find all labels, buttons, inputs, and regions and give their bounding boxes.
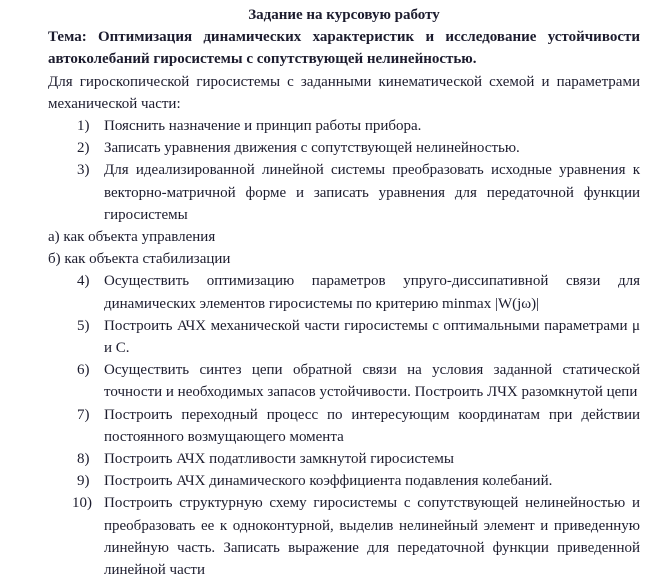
task-text: Построить переходный процесс по интересующим координатам при действии постоянного возмущающего момента xyxy=(104,406,640,445)
task-text: Осуществить оптимизацию параметров упруго-диссипативной связи для динамических элементов гиросистемы по критерию minmax |W(jω)| xyxy=(104,273,640,312)
task-item-1 xyxy=(77,115,640,137)
task-text: Построить АЧХ динамического коэффициента подавления колебаний. xyxy=(104,473,553,490)
task-number: 1) xyxy=(77,118,90,135)
task-text: Записать уравнения движения с сопутствующей нелинейностью. xyxy=(104,140,520,157)
task-number: 3) xyxy=(77,162,90,179)
task-item-5 xyxy=(77,315,640,359)
task-number: 8) xyxy=(77,451,90,468)
document-title: Задание на курсовую работу xyxy=(248,7,440,23)
task-item-4 xyxy=(77,270,640,314)
task-number: 5) xyxy=(77,317,90,334)
task-item-8 xyxy=(77,448,640,470)
task-text: Построить АЧХ податливости замкнутой гиросистемы xyxy=(104,451,454,468)
theme-paragraph: Тема: Оптимизация динамических характеристик и исследование устойчивости автоколебаний гиросистемы с сопутствующей нелинейностью. xyxy=(48,29,640,68)
task-number: 7) xyxy=(77,406,90,423)
intro-paragraph: Для гироскопической гиросистемы с заданными кинематической схемой и параметрами механической части: xyxy=(48,73,640,112)
task-number: 9) xyxy=(77,473,90,490)
task-text: Пояснить назначение и принцип работы прибора. xyxy=(104,118,422,135)
task-item-9 xyxy=(77,470,640,492)
task-text: Построить АЧХ механической части гиросистемы с оптимальными параметрами μ и С. xyxy=(104,317,640,357)
task-item-3 xyxy=(77,159,640,226)
variant-a: а) как объекта управления xyxy=(48,229,216,246)
task-text: Осуществить синтез цепи обратной связи на условия заданной статической точности и необходимых запасов устойчивости. Построить ЛЧХ разомкнутой цепи xyxy=(104,362,640,401)
task-item-6 xyxy=(77,359,640,403)
task-number: 4) xyxy=(77,273,90,290)
task-text: Построить структурную схему гиросистемы с сопутствующей нелинейностью и преобразовать ее к одноконтурной, выделив нелинейный элемент и приведенную линейную часть. Записать выражение для передаточной функции приведенной линейной части xyxy=(104,495,640,579)
task-number: 6) xyxy=(77,362,90,379)
task-number: 10) xyxy=(72,495,92,512)
task-text: Для идеализированной линейной системы преобразовать исходные уравнения к векторно-матричной форме и записать уравнения для передаточной функции гиросистемы xyxy=(104,162,640,223)
variant-b: б) как объекта стабилизации xyxy=(48,251,231,268)
task-item-7 xyxy=(77,404,640,448)
task-item-2 xyxy=(77,137,640,159)
task-number: 2) xyxy=(77,140,90,157)
task-item-10 xyxy=(72,492,640,581)
